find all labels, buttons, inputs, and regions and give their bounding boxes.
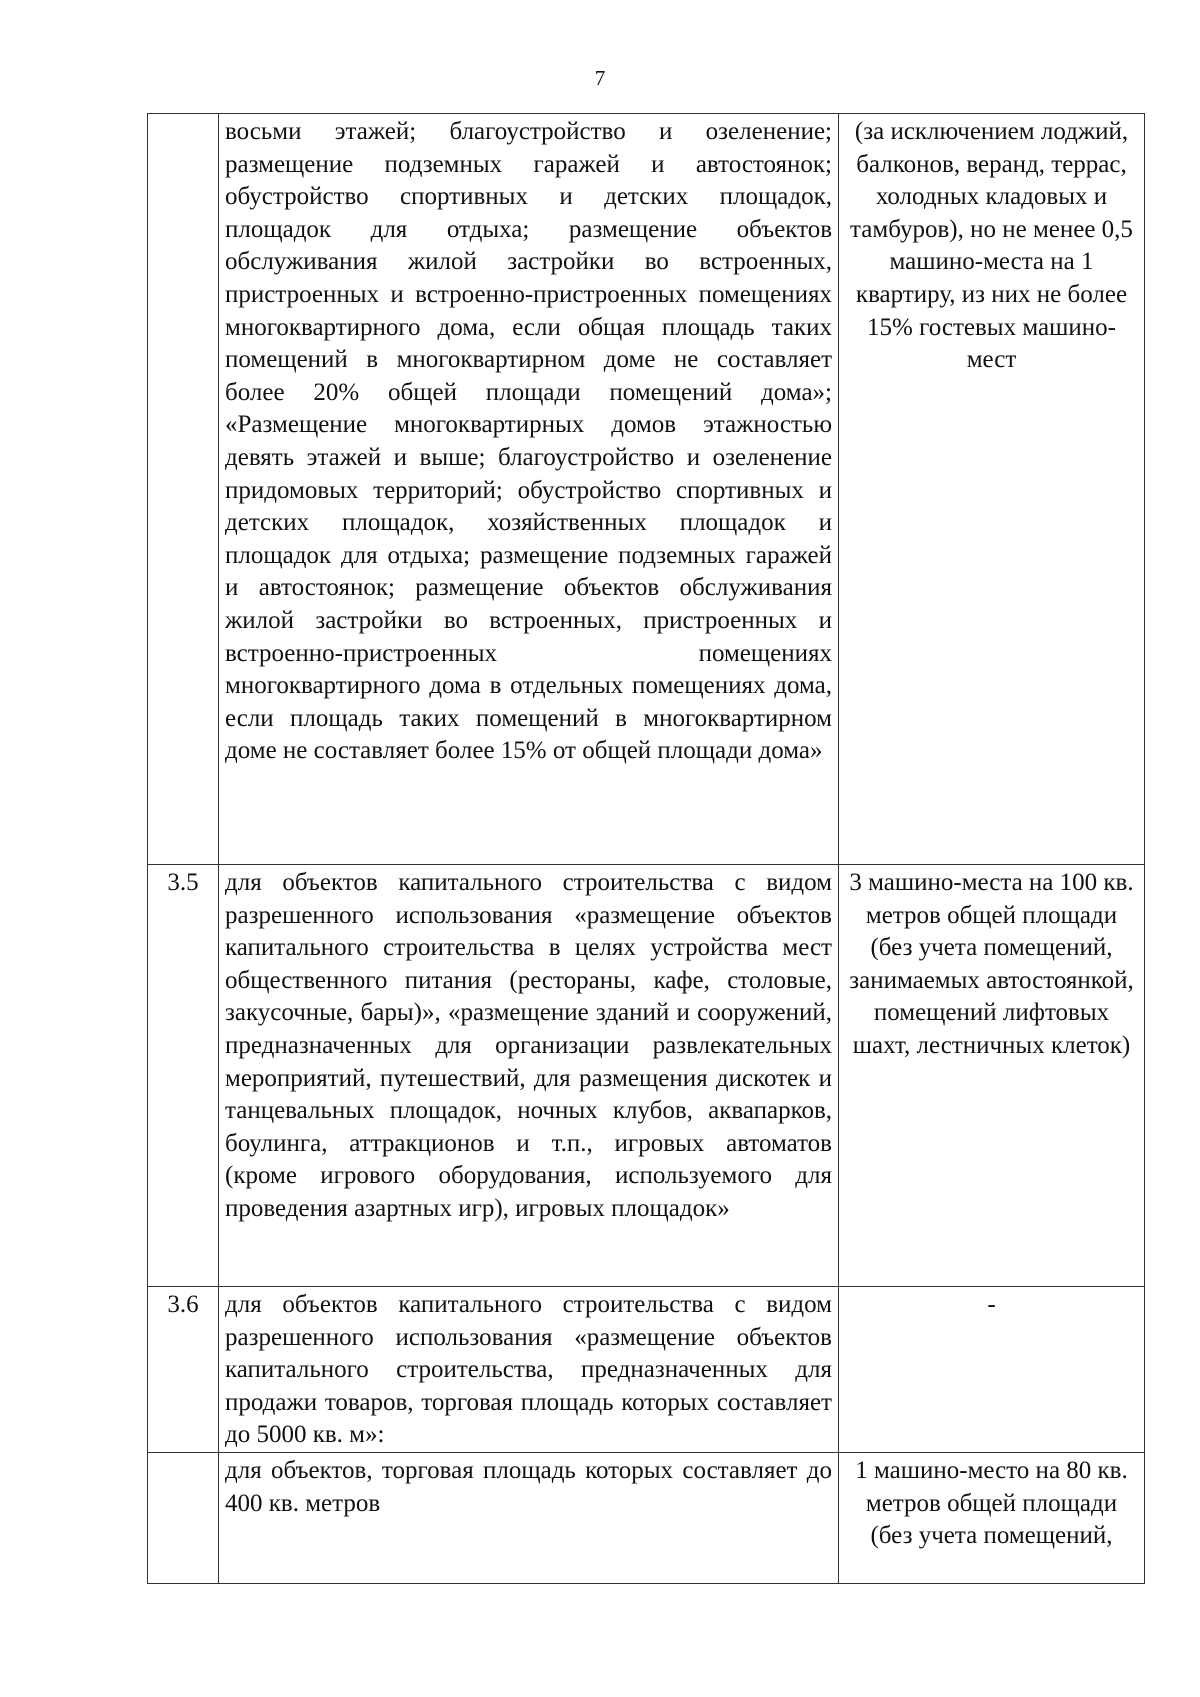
row-norm-cell: (за исключением лоджий, балконов, веранд, террас, холодных кладовых и тамбуров), но не менее 0,5 машино-места на 1 квартиру, из них не более 15% гостевых машино-мест: [839, 114, 1145, 865]
table-row: [148, 1452, 1145, 1583]
row-description-cell: восьми этажей; благоустройство и озеленение; размещение подземных гаражей и автостоянок; обустройство спортивных и детских площадок, площадок для отдыха; размещение объектов обслуживания жилой застройки во встроенных, пристроенных и встроенно-пристроенных помещениях многоквартирного дома, если общая площадь таких помещений в многоквартирном доме не составляет более 20% общей площади помещений дома»; «Размещение многоквартирных домов этажностью девять этажей и выше; благоустройство и озеленение придомовых территорий; обустройство спортивных и детских площадок, хозяйственных площадок и площадок для отдыха; размещение подземных гаражей и автостоянок; размещение объектов обслуживания жилой застройки во встроенных, пристроенных и встроенно-пристроенных помещениях многоквартирного дома в отдельных помещениях дома, если площадь таких помещений в многоквартирном доме не составляет более 15% от общей площади дома»: [219, 114, 839, 865]
row-number-cell: [148, 114, 219, 865]
page-number: 7: [594, 66, 606, 90]
table-row: [148, 865, 1145, 1287]
table-row: [148, 1287, 1145, 1453]
row-norm-cell: -: [839, 1287, 1145, 1453]
table-row: [148, 114, 1145, 865]
row-description-cell: для объектов капитального строительства с видом разрешенного использования «размещение объектов капитального строительства в целях устройства мест общественного питания (рестораны, кафе, столовые, закусочные, бары)», «размещение зданий и сооружений, предназначенных для организации развлекательных мероприятий, путешествий, для размещения дискотек и танцевальных площадок, ночных клубов, аквапарков, боулинга, аттракционов и т.п., игровых автоматов (кроме игрового оборудования, используемого для проведения азартных игр), игровых площадок»: [219, 865, 839, 1287]
row-number-cell: 3.5: [148, 865, 219, 1287]
row-norm-cell: 1 машино-место на 80 кв. метров общей площади (без учета помещений,: [839, 1452, 1145, 1583]
row-description-cell: для объектов капитального строительства с видом разрешенного использования «размещение объектов капитального строительства, предназначенных для продажи товаров, торговая площадь которых составляет до 5000 кв. м»:: [219, 1287, 839, 1453]
parking-norms-table: [147, 113, 1145, 1584]
row-norm-cell: 3 машино-места на 100 кв. метров общей площади (без учета помещений, занимаемых автостоянкой, помещений лифтовых шахт, лестничных клеток): [839, 865, 1145, 1287]
row-number-cell: 3.6: [148, 1287, 219, 1453]
row-description-cell: для объектов, торговая площадь которых составляет до 400 кв. метров: [219, 1452, 839, 1583]
row-number-cell: [148, 1452, 219, 1583]
